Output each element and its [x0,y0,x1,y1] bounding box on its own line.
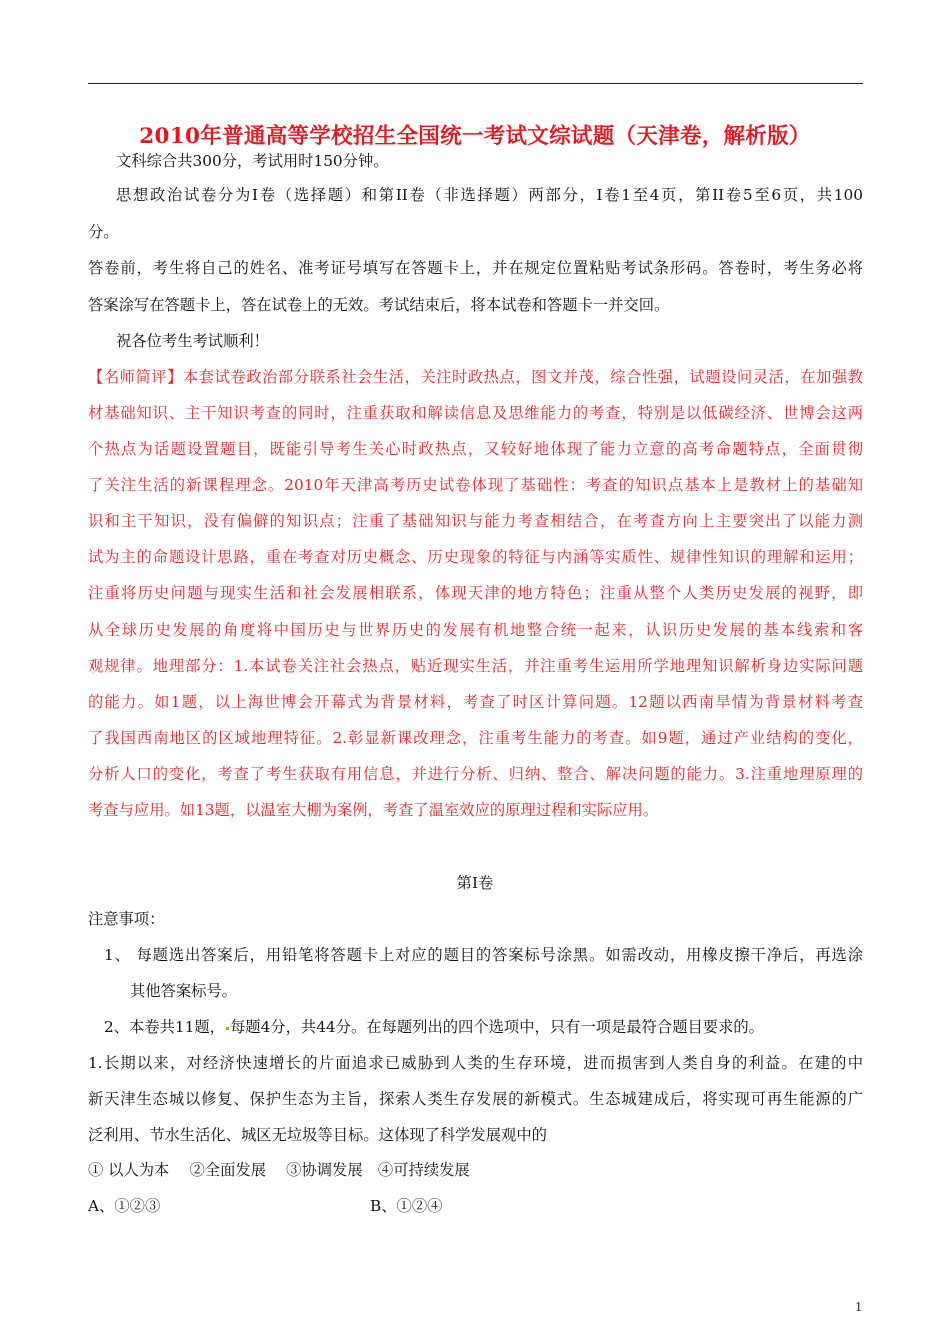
notice-item-1: 1、 每题选出答案后，用铅笔将答题卡上对应的题目的答案标号涂黑。如需改动，用橡皮擦干净后，再选涂 [104,946,863,964]
notice-label: 注意事项： [88,910,165,928]
notice-item-1-cont: 其他答案标号。 [130,982,238,1000]
header-rule [88,83,863,84]
review-line: 了关注生活的新课程理念。2010年天津高考历史试卷体现了基础性：考查的知识点基本上是教材上的基础知 [88,476,863,494]
intro-line: 祝各位考生考试顺利！ [116,332,269,350]
page-number: 1 [855,1300,862,1315]
review-line: 考查与应用。如13题，以温室大棚为案例，考查了温室效应的原理过程和实际应用。 [88,801,659,819]
review-tag: 【名师简评】 [88,368,183,386]
review-line: 识和主干知识，没有偏僻的知识点；注重了基础知识与能力考查相结合，在考查方向上主要突出了以能力测 [88,512,863,530]
section-heading: 第I卷 [456,874,494,892]
notice-item-2-a: 2、本卷共11题， [104,1018,225,1036]
question-1-items: ① 以人为本 ②全面发展 ③协调发展 ④可持续发展 [88,1161,470,1179]
intro-line: 分。 [88,223,119,241]
question-1-line: 1.长期以来，对经济快速增长的片面追求已威胁到人类的生存环境，进而损害到人类自身的利益。在建的中 [88,1054,863,1072]
review-line: 分析人口的变化，考查了考生获取有用信息，并进行分析、归纳、整合、解决问题的能力。3.注重地理原理的 [88,765,863,783]
review-line: 了我国西南地区的区域地理特征。2.彰显新课改理念，注重考生能力的考查。如9题，通过产业结构的变化， [88,729,863,747]
intro-line: 文科综合共300分，考试用时150分钟。 [116,152,389,170]
option-a: A、①②③ [88,1197,161,1215]
question-1-line: 泛利用、节水生活化、城区无垃圾等目标。这体现了科学发展观中的 [88,1126,547,1144]
page-title: 2010年普通高等学校招生全国统一考试文综试题（天津卷，解析版） [139,124,811,149]
intro-line: 思想政治试卷分为I卷（选择题）和第II卷（非选择题）两部分，I卷1至4页，第II卷5至6页，共100 [116,186,863,204]
review-line: 观规律。地理部分：1.本试卷关注社会热点，贴近现实生活，并注重考生运用所学地理知识解析身边实际问题 [88,657,863,675]
notice-item-2-b: 每题4分，共44分。在每题列出的四个选项中，只有一项是最符合题目要求的。 [229,1018,764,1036]
review-line [88,366,863,388]
notice-item-2 [104,1016,764,1038]
review-line: 从全球历史发展的角度将中国历史与世界历史的发展有机地整合统一起来，认识历史发展的基本线索和客 [88,621,863,639]
option-b: B、①②④ [370,1197,443,1215]
review-line: 个热点为话题设置题目，既能引导考生关心时政热点，又较好地体现了能力立意的高考命题特点，全面贯彻 [88,440,863,458]
review-line: 的能力。如1题，以上海世博会开幕式为背景材料，考查了时区计算问题。12题以西南旱情为背景材料考查 [88,693,863,711]
stray-dot [226,1027,229,1030]
review-text: 本套试卷政治部分联系社会生活，关注时政热点，图文并茂，综合性强，试题设问灵活，在加强教 [182,368,863,386]
review-line: 材基础知识、主干知识考查的同时，注重获取和解读信息及思维能力的考查，特别是以低碳经济、世博会这两 [88,404,863,422]
review-line: 注重将历史问题与现实生活和社会发展相联系，体现天津的地方特色；注重从整个人类历史发展的视野，即 [88,584,863,602]
intro-line: 答案涂写在答题卡上，答在试卷上的无效。考试结束后，将本试卷和答题卡一并交回。 [88,296,670,314]
intro-line: 答卷前，考生将自己的姓名、准考证号填写在答题卡上，并在规定位置粘贴考试条形码。答卷时，考生务必将 [88,259,863,277]
review-line: 试为主的命题设计思路，重在考查对历史概念、历史现象的特征与内涵等实质性、规律性知识的理解和运用； [88,548,863,566]
question-1-line: 新天津生态城以修复、保护生态为主旨，探索人类生存发展的新模式。生态城建成后，将实现可再生能源的广 [88,1090,863,1108]
